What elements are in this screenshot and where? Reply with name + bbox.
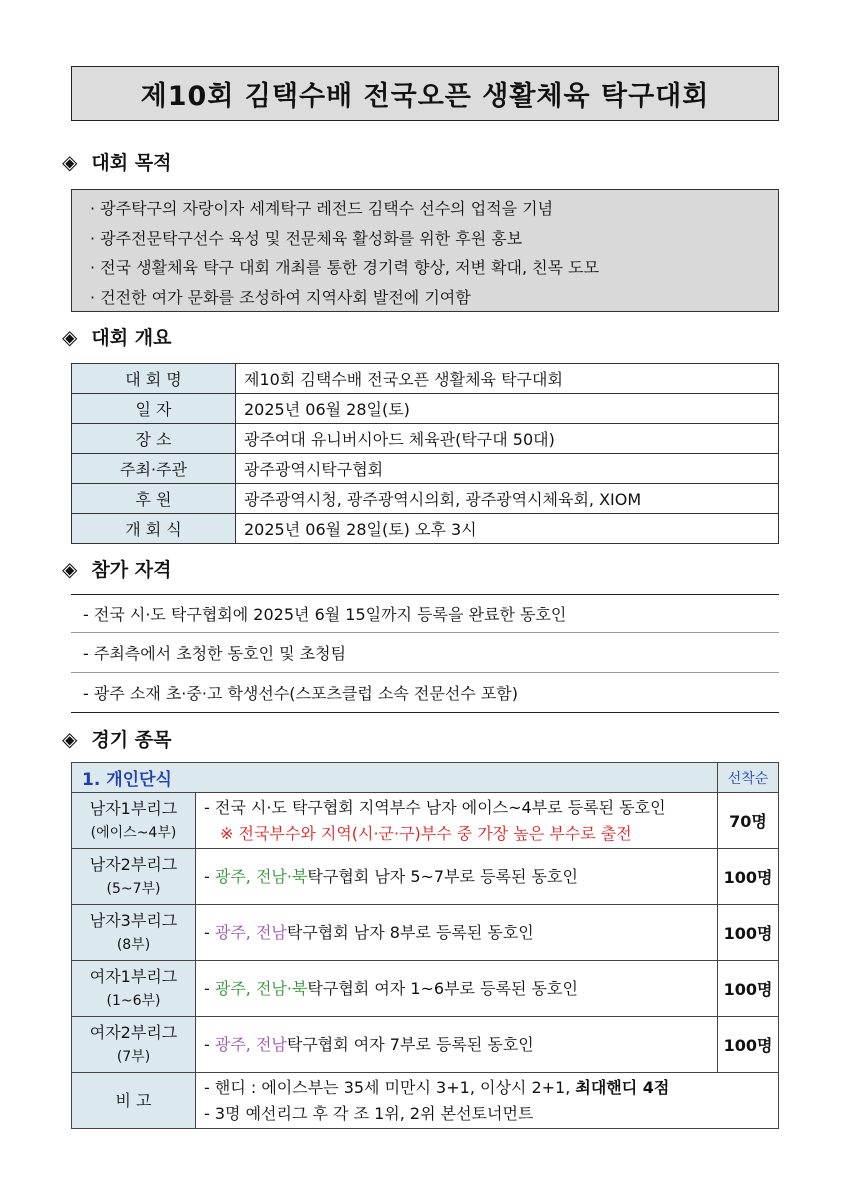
table-row [72, 905, 779, 961]
events-header-row [72, 763, 779, 793]
desc-prefix: - [204, 866, 215, 886]
remarks-row [72, 1073, 779, 1129]
desc-rest: 탁구협회 남자 5~7부로 등록된 동호인 [307, 866, 578, 886]
event-category-title: 1. 개인단식 [72, 763, 718, 793]
section-title: 대회 목적 [91, 152, 172, 174]
event-name-cell [72, 793, 196, 849]
table-row [72, 454, 779, 484]
event-division: (5~7부) [106, 880, 161, 897]
diamond-icon: ◈ [62, 556, 78, 581]
purpose-box [71, 189, 779, 312]
desc-prefix: - [204, 1034, 215, 1054]
overview-key: 개 회 식 [72, 514, 236, 544]
table-row [72, 394, 779, 424]
section-heading-purpose [62, 148, 171, 175]
table-row [72, 424, 779, 454]
table-row [72, 849, 779, 905]
remarks-cell [196, 1073, 779, 1129]
event-capacity: 100명 [718, 1017, 779, 1073]
event-division: (에이스~4부) [90, 824, 177, 841]
event-description-cell [196, 961, 718, 1017]
diamond-icon: ◈ [62, 149, 78, 174]
event-division: (7부) [116, 1048, 151, 1065]
region-text: 광주, 전남 [214, 922, 287, 942]
section-title: 경기 종목 [91, 729, 172, 751]
event-division: (8부) [116, 936, 151, 953]
event-name: 남자1부리그 [89, 798, 178, 818]
overview-key: 장 소 [72, 424, 236, 454]
region-text: 광주, 전남·북 [214, 866, 308, 886]
event-name-cell [72, 1017, 196, 1073]
event-description: - 전국 시·도 탁구협회 지역부수 남자 에이스~4부로 등록된 동호인 [204, 797, 666, 817]
event-name-cell [72, 961, 196, 1017]
overview-value: 제10회 김택수배 전국오픈 생활체육 탁구대회 [236, 364, 779, 394]
overview-value: 광주광역시청, 광주광역시의회, 광주광역시체육회, XIOM [236, 484, 779, 514]
section-heading-events [62, 725, 171, 752]
table-row [72, 514, 779, 544]
event-name: 남자3부리그 [89, 910, 178, 930]
list-item: - 전국 시·도 탁구협회에 2025년 6월 15일까지 등록을 완료한 동호인 [71, 594, 779, 633]
event-description-cell [196, 905, 718, 961]
remarks-line1: - 핸디 : 에이스부는 35세 미만시 3+1, 이상시 2+1, [204, 1077, 576, 1097]
event-description-cell [196, 793, 718, 849]
event-name: 여자2부리그 [89, 1022, 178, 1042]
region-text: 광주, 전남·북 [214, 978, 308, 998]
desc-prefix: - [204, 978, 215, 998]
overview-key: 후 원 [72, 484, 236, 514]
purpose-item: · 전국 생활체육 탁구 대회 개최를 통한 경기력 향상, 저변 확대, 친목 도모 [90, 258, 600, 277]
page-title: 제10회 김택수배 전국오픈 생활체육 탁구대회 [71, 66, 779, 121]
overview-key: 일 자 [72, 394, 236, 424]
purpose-item: · 광주전문탁구선수 육성 및 전문체육 활성화를 위한 후원 홍보 [90, 228, 523, 248]
event-description-cell [196, 1017, 718, 1073]
purpose-item: · 건전한 여가 문화를 조성하여 지역사회 발전에 기여함 [90, 287, 471, 307]
table-row [72, 484, 779, 514]
desc-rest: 탁구협회 남자 8부로 등록된 동호인 [286, 922, 534, 942]
list-item: - 주최측에서 초청한 동호인 및 초청팀 [71, 633, 779, 673]
section-heading-overview [62, 323, 171, 350]
region-text: 광주, 전남 [214, 1034, 287, 1054]
desc-prefix: - [204, 922, 215, 942]
overview-value: 2025년 06월 28일(토) [236, 394, 779, 424]
purpose-item: · 광주탁구의 자랑이자 세계탁구 레전드 김택수 선수의 업적을 기념 [90, 199, 554, 218]
events-table [71, 762, 779, 1129]
event-name: 남자2부리그 [89, 854, 178, 874]
desc-rest: 탁구협회 여자 1~6부로 등록된 동호인 [307, 978, 578, 998]
qualification-list [71, 594, 779, 713]
section-title: 참가 자격 [91, 559, 172, 581]
table-row [72, 364, 779, 394]
event-capacity: 100명 [718, 905, 779, 961]
section-title: 대회 개요 [91, 327, 172, 349]
overview-table [71, 363, 779, 544]
event-division: (1~6부) [106, 992, 161, 1009]
table-row [72, 793, 779, 849]
overview-key: 대 회 명 [72, 364, 236, 394]
section-heading-qualification [62, 555, 171, 582]
overview-value: 광주광역시탁구협회 [236, 454, 779, 484]
event-name-cell [72, 849, 196, 905]
overview-value: 광주여대 유니버시아드 체육관(탁구대 50대) [236, 424, 779, 454]
event-description-cell [196, 849, 718, 905]
event-name-cell [72, 905, 196, 961]
desc-rest: 탁구협회 여자 7부로 등록된 동호인 [286, 1034, 534, 1054]
remarks-line1-bold: 최대핸디 4점 [575, 1077, 670, 1097]
event-note: ※ 전국부수와 지역(시·군·구)부수 중 가장 높은 부수로 출전 [220, 823, 632, 843]
diamond-icon: ◈ [62, 324, 78, 349]
list-item: - 광주 소재 초·중·고 학생선수(스포츠클럽 소속 전문선수 포함) [71, 673, 779, 713]
overview-key: 주최·주관 [72, 454, 236, 484]
remarks-label: 비 고 [72, 1073, 196, 1129]
event-capacity: 100명 [718, 849, 779, 905]
remarks-line2: - 3명 예선리그 후 각 조 1위, 2위 본선토너먼트 [204, 1103, 534, 1123]
event-capacity: 100명 [718, 961, 779, 1017]
table-row [72, 1017, 779, 1073]
event-capacity: 70명 [718, 793, 779, 849]
event-name: 여자1부리그 [89, 966, 178, 986]
overview-value: 2025년 06월 28일(토) 오후 3시 [236, 514, 779, 544]
first-come-note: 선착순 [718, 763, 779, 793]
table-row [72, 961, 779, 1017]
diamond-icon: ◈ [62, 726, 78, 751]
